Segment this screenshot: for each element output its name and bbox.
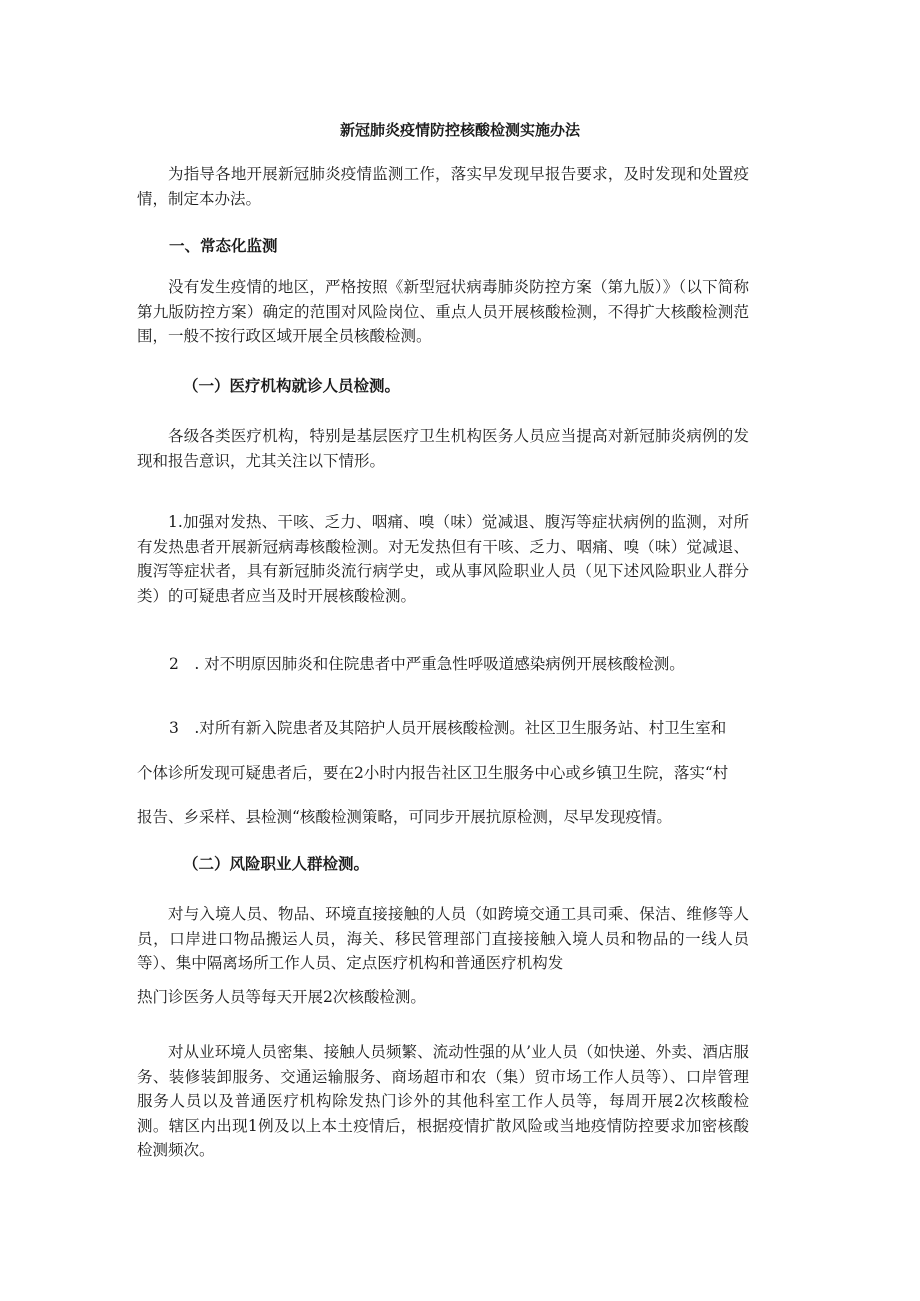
list-item-2: 2 . 对不明原因肺炎和住院患者中严重急性呼吸道感染病例开展核酸检测。 (169, 655, 685, 673)
subsection-heading-risk-occupations: （二）风险职业人群检测。 (183, 855, 370, 873)
section1-paragraph: 没有发生疫情的地区，严格按照《新型冠状病毒肺炎防控方案（第九版）》（以下简称第九版防控方案）确定的范围对风险岗位、重点人员开展核酸检测，不得扩大核酸检测范围，一般不按行政区域开展全员核酸检测。 (137, 278, 749, 345)
subsection2-paragraph-2: 对从业环境人员密集、接触人员频繁、流动性强的从’业人员（如快递、外卖、酒店服务、装修装卸服务、交通运输服务、商场超市和农（集）贸市场工作人员等）、口岸管理服务人员以及普通医疗机构除发热门诊外的其他科室工作人员等，每周开展2次核酸检测。辖区内出现1例及以上本土疫情后，根据疫情扩散风险或当地疫情防控要求加密核酸检测频次。 (137, 1043, 749, 1159)
subsection2-paragraph-1-continued: 热门诊医务人员等每天开展2次核酸检测。 (137, 988, 426, 1006)
list-item-3-line-1: 3 .对所有新入院患者及其陪护人员开展核酸检测。社区卫生服务站、村卫生室和 (169, 719, 727, 737)
subsection-heading-medical-institutions: （一）医疗机构就诊人员检测。 (183, 377, 401, 395)
list-item-1: 1.加强对发热、干咳、乏力、咽痛、嗅（味）觉减退、腹泻等症状病例的监测，对所有发热患者开展新冠病毒核酸检测。对无发热但有干咳、乏力、咽痛、嗅（味）觉减退、腹泻等症状者，具有新冠肺炎流行病学史，或从事风险职业人员（见下述风险职业人群分类）的可疑患者应当及时开展核酸检测。 (137, 513, 749, 605)
section-heading-routine-monitoring: 一、常态化监测 (169, 237, 278, 255)
document-title: 新冠肺炎疫情防控核酸检测实施办法 (339, 121, 580, 139)
list-item-3-line-2: 个体诊所发现可疑患者后，要在2小时内报告社区卫生服务中心或乡镇卫生院，落实“村 (137, 764, 729, 782)
subsection2-paragraph-1: 对与入境人员、物品、环境直接接触的人员（如跨境交通工具司乘、保洁、维修等人员，口岸进口物品搬运人员，海关、移民管理部门直接接触入境人员和物品的一线人员等）、集中隔离场所工作人员、定点医疗机构和普通医疗机构发 (137, 905, 749, 972)
subsection1-intro-paragraph: 各级各类医疗机构，特别是基层医疗卫生机构医务人员应当提高对新冠肺炎病例的发现和报告意识，尤其关注以下情形。 (137, 427, 749, 470)
list-item-3-line-3: 报告、乡采样、县检测“核酸检测策略，可同步开展抗原检测，尽早发现疫情。 (137, 808, 672, 826)
intro-paragraph: 为指导各地开展新冠肺炎疫情监测工作，落实早发现早报告要求，及时发现和处置疫情，制定本办法。 (137, 165, 749, 208)
